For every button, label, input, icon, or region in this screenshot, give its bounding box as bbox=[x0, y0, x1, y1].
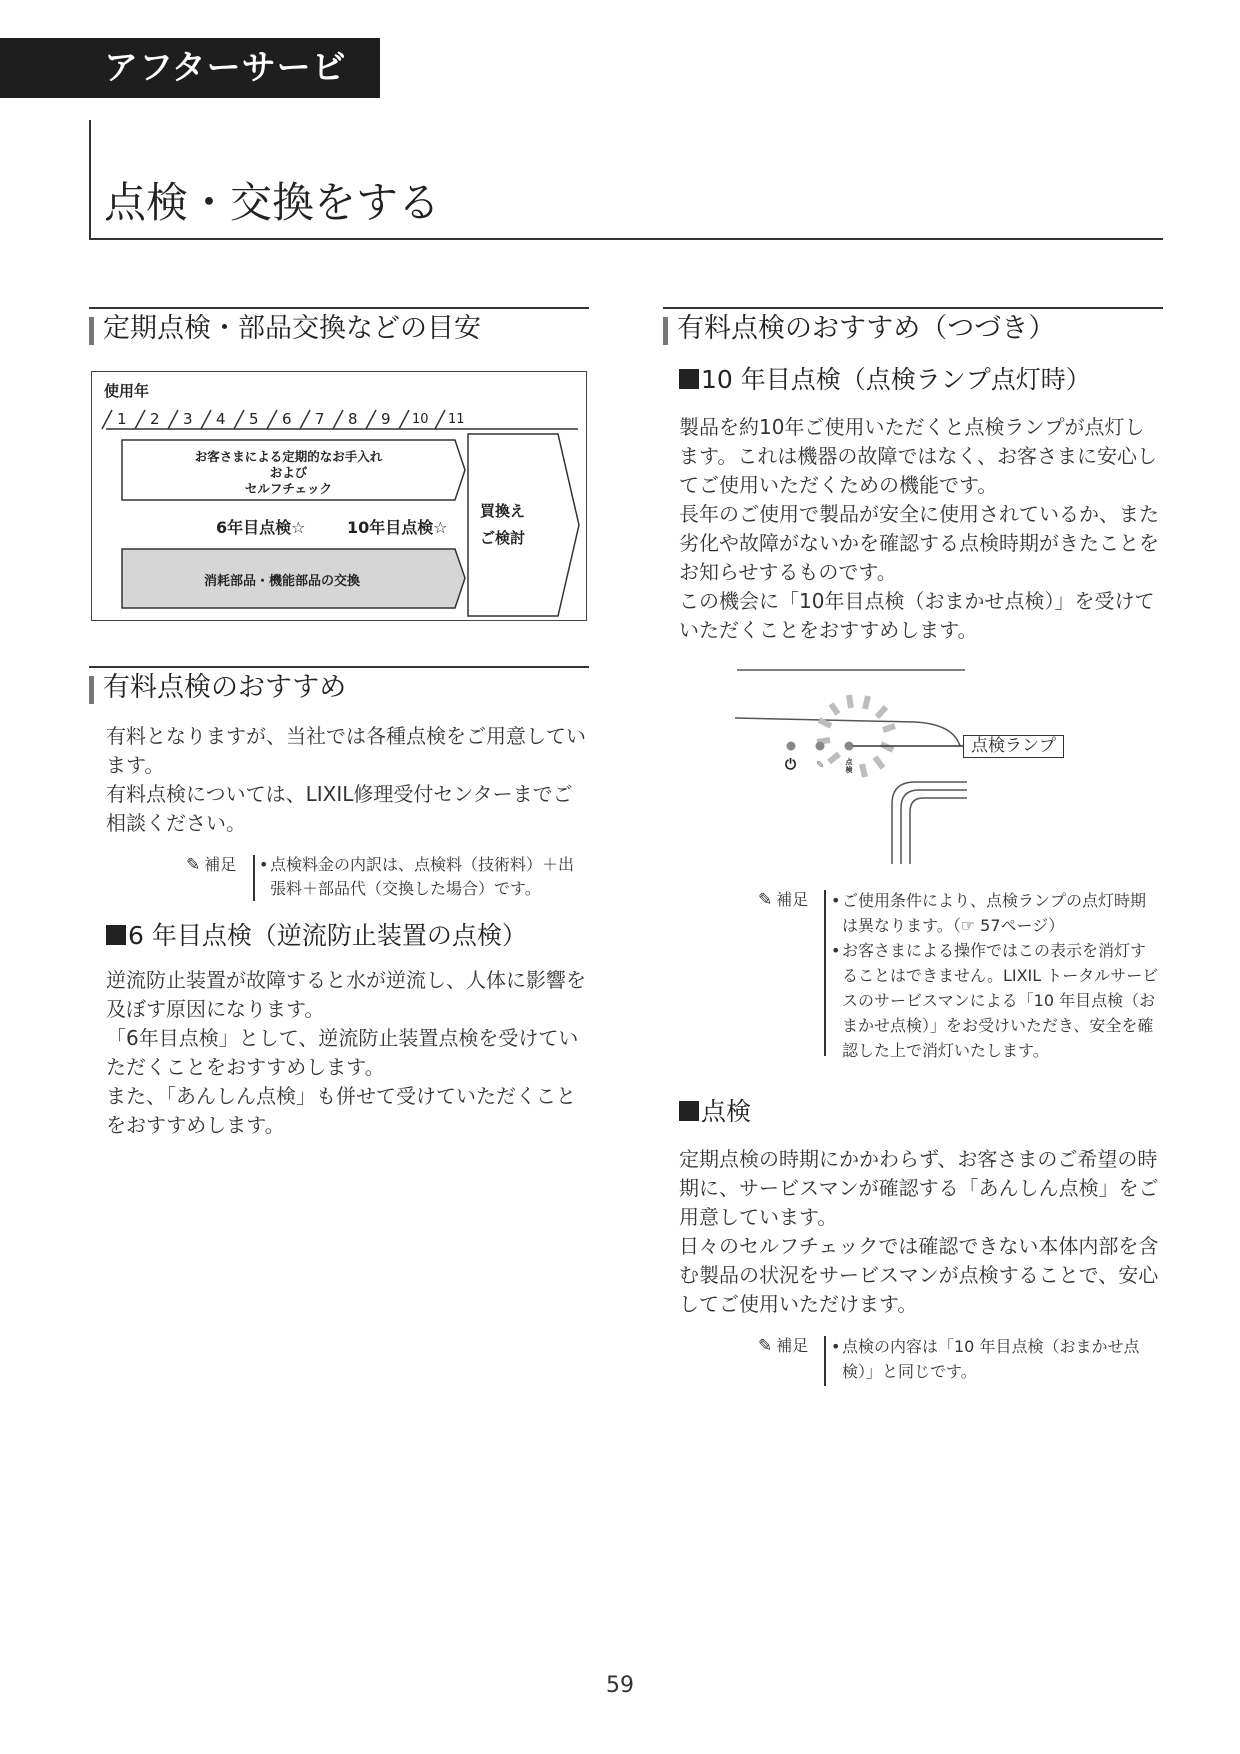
note-label: 補足 bbox=[776, 890, 809, 909]
replacement-label-line2: ご検討 bbox=[480, 529, 526, 547]
subheading-10-year bbox=[679, 364, 1091, 396]
paragraph: 長年のご使用で製品が安全に使用されているか、また劣化や故障がないかを確認する点検時期がきたことをお知らせするものです。 bbox=[679, 502, 1159, 584]
section-heading-text: 有料点検のおすすめ bbox=[103, 672, 347, 703]
note-item: • 点検料金の内訳は、点検料（技術料）＋出張料＋部品代（交換した場合）です。 bbox=[259, 853, 579, 901]
parts-replacement-label: 消耗部品・機能部品の交換 bbox=[203, 574, 360, 589]
year-label: 10 bbox=[412, 412, 429, 427]
subheading-6-year bbox=[106, 920, 527, 952]
note-label: 補足 bbox=[776, 1336, 809, 1355]
section-tab: アフターサービス bbox=[0, 38, 380, 98]
paragraph: 定期点検の時期にかかわらず、お客さまのご希望の時期に、サービスマンが確認する「あんしん点検」をご用意しています。 bbox=[679, 1147, 1159, 1229]
square-bullet-icon bbox=[106, 925, 126, 945]
lamp-panel-drawing bbox=[735, 664, 1085, 864]
subheading-text: 6 年目点検（逆流防止装置の点検） bbox=[128, 921, 527, 950]
paragraph: この機会に「10年目点検（おまかせ点検）」を受けていただくことをおすすめします。 bbox=[679, 589, 1155, 642]
section-heading-paid-inspection bbox=[89, 666, 589, 704]
6-year-check-body bbox=[106, 966, 591, 1140]
supplement-note bbox=[758, 888, 1168, 1058]
service-schedule-diagram bbox=[91, 371, 587, 621]
year-label: 3 bbox=[183, 410, 193, 428]
section-heading-paid-continued bbox=[663, 307, 1163, 345]
inspection-lamp-callout: 点検ランプ bbox=[963, 735, 1064, 758]
year-label: 1 bbox=[117, 410, 127, 428]
subheading-inspection bbox=[679, 1096, 751, 1128]
square-bullet-icon bbox=[679, 1101, 699, 1121]
year-label: 8 bbox=[348, 410, 358, 428]
year-label: 4 bbox=[216, 410, 226, 428]
pencil-icon: ✎ bbox=[186, 855, 201, 875]
paragraph: 「6年目点検」として、逆流防止装置点検を受けていただくことをおすすめします。 bbox=[106, 1026, 579, 1079]
paid-inspection-body bbox=[106, 722, 591, 838]
paragraph: 製品を約10年ご使用いただくと点検ランプが点灯します。これは機器の故障ではなく、お客さまに安心してご使用いただくための機能です。 bbox=[679, 415, 1157, 497]
page-number: 59 bbox=[606, 1673, 634, 1698]
note-item: • ご使用条件により、点検ランプの点灯時期は異なります。（☞ 57ページ） bbox=[831, 888, 1161, 938]
year-label: 9 bbox=[381, 410, 391, 428]
title-rule-horizontal bbox=[89, 238, 1163, 240]
year-label: 11 bbox=[448, 412, 465, 427]
inspection-lamp-illustration bbox=[735, 664, 1085, 864]
paragraph: また、「あんしん点検」も併せて受けていただくことをおすすめします。 bbox=[106, 1084, 576, 1137]
replacement-label-line1: 買換え bbox=[480, 502, 526, 520]
paragraph: 逆流防止装置が故障すると水が逆流し、人体に影響を及ぼす原因になります。 bbox=[106, 968, 586, 1021]
supplement-note bbox=[758, 1334, 1168, 1389]
subheading-text: 点検 bbox=[701, 1097, 752, 1126]
supplement-note bbox=[186, 853, 586, 903]
note-item: • 点検の内容は「10 年目点検（おまかせ点検）」と同じです。 bbox=[831, 1334, 1161, 1384]
care-label-line2: および bbox=[269, 465, 308, 480]
paragraph: 有料となりますが、当社では各種点検をご用意しています。 bbox=[106, 724, 586, 777]
lamp-mark-label: 点検 bbox=[845, 758, 853, 774]
note-item: • お客さまによる操作ではこの表示を消灯することはできません。LIXIL トータルサービスのサービスマンによる「10 年目点検（おまかせ点検）」をお受けいただき、安全を確認した上で消灯いたします。 bbox=[831, 938, 1161, 1063]
year-label: 6 bbox=[282, 410, 292, 428]
anshin-inspection-body bbox=[679, 1145, 1164, 1319]
check-6-year: 6年目点検☆ bbox=[216, 518, 306, 537]
subheading-text: 10 年目点検（点検ランプ点灯時） bbox=[701, 365, 1091, 394]
years-label: 使用年 bbox=[104, 382, 150, 400]
care-label-line1: お客さまによる定期的なお手入れ bbox=[194, 449, 383, 464]
section-heading-schedule bbox=[89, 307, 589, 345]
note-label: 補足 bbox=[204, 855, 237, 874]
title-rule-vertical bbox=[89, 120, 91, 240]
year-label: 5 bbox=[249, 410, 259, 428]
square-bullet-icon bbox=[679, 369, 699, 389]
10-year-check-body bbox=[679, 413, 1164, 645]
paragraph: 有料点検については、LIXIL修理受付センターまでご相談ください。 bbox=[106, 782, 573, 835]
pencil-icon: ✎ bbox=[758, 890, 773, 910]
svg-text:⏻: ⏻ bbox=[785, 757, 797, 773]
paragraph: 日々のセルフチェックでは確認できない本体内部を含む製品の状況をサービスマンが点検することで、安心してご使用いただけます。 bbox=[679, 1234, 1159, 1316]
care-label-line3: セルフチェック bbox=[244, 481, 333, 496]
year-label: 2 bbox=[150, 410, 160, 428]
check-10-year: 10年目点検☆ bbox=[347, 518, 448, 537]
svg-text:✎: ✎ bbox=[816, 760, 825, 771]
section-heading-text: 有料点検のおすすめ（つづき） bbox=[677, 313, 1056, 344]
year-label: 7 bbox=[315, 410, 325, 428]
page-title: 点検・交換をする bbox=[104, 178, 441, 227]
section-heading-text: 定期点検・部品交換などの目安 bbox=[103, 313, 481, 344]
pencil-icon: ✎ bbox=[758, 1336, 773, 1356]
